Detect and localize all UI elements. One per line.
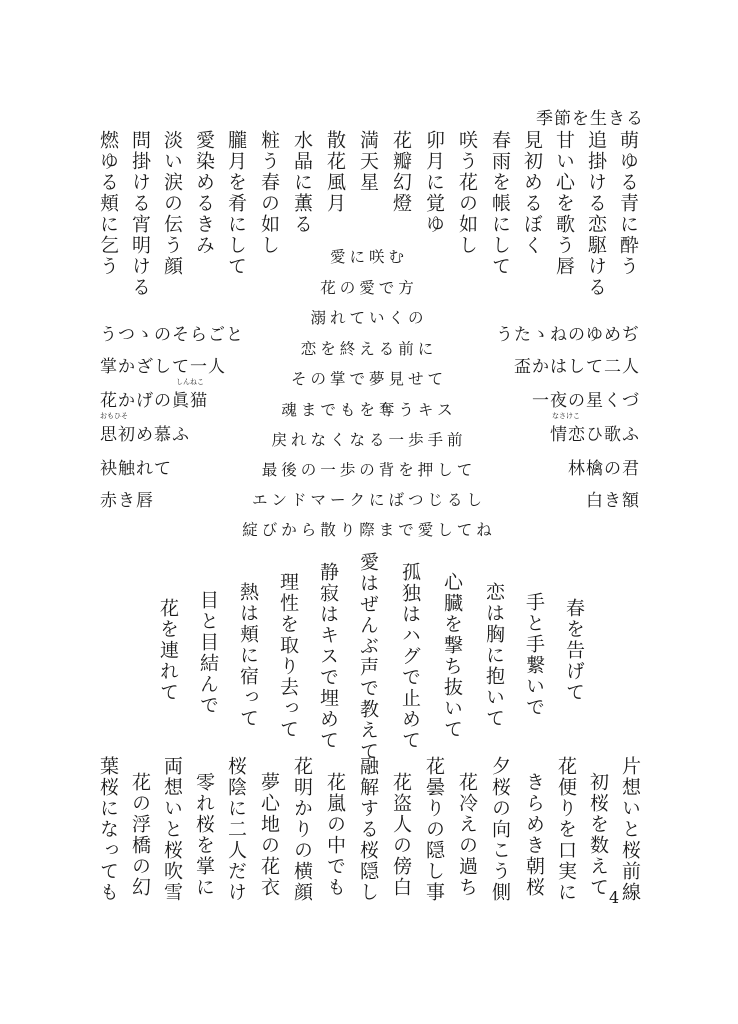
ruby-annotation: しんねこ — [176, 378, 204, 386]
left-line: おもひそ 思初め慕ふ — [100, 412, 190, 445]
top-column: 愛染めるきみ — [193, 130, 215, 256]
bottom-column: きらめき朝桜 — [523, 772, 545, 898]
middle-column: 孤独はハグで止めて — [399, 562, 421, 751]
middle-column: 愛はぜんぶ声で教えて — [357, 552, 379, 762]
right-line: うたゝねのゆめぢ — [496, 325, 640, 345]
left-line: 袂触れて — [100, 459, 172, 479]
right-line: 盃かはして二人 — [514, 357, 640, 377]
top-column: 散花風月 — [324, 130, 346, 214]
right-line: 一夜の星くづ — [532, 391, 640, 411]
bottom-column: 花冷えの過ち — [456, 772, 478, 898]
middle-column: 理性を取り去って — [277, 572, 299, 740]
bottom-column: 片想いと桜前線 — [619, 756, 641, 903]
right-line: 白き額 — [586, 491, 640, 511]
left-line: 赤き唇 — [100, 491, 154, 511]
bottom-column: 零れ桜を掌に — [193, 772, 215, 898]
bottom-column: 桜陰に二人だけ — [225, 756, 247, 903]
center-line: 戻れなくなる一歩手前 — [271, 431, 467, 449]
top-column: 燃ゆる頬に乞う — [97, 130, 119, 277]
center-line: 恋を終える前に — [300, 340, 438, 358]
center-line: 綻びから散り際まで愛してね — [242, 521, 496, 539]
middle-column: 手と手繋いで — [523, 592, 545, 718]
top-column: 問掛ける宵明ける — [129, 130, 151, 298]
middle-column: 熱は頬に宿って — [237, 582, 259, 729]
right-line: なさけこ 情恋ひ歌ふ — [550, 412, 640, 445]
top-column: 追掛ける恋駆ける — [585, 130, 607, 298]
bottom-column: 両想いと桜吹雪 — [161, 756, 183, 903]
bottom-column: 花盗人の傍白 — [390, 772, 412, 898]
middle-column: 恋は胸に抱いて — [483, 582, 505, 729]
bottom-column: 花曇りの隠し事 — [423, 756, 445, 903]
ruby-annotation: おもひそ — [100, 412, 128, 420]
bottom-column: 花嵐の中でも — [324, 772, 346, 898]
center-line: 最後の一歩の背を押して — [261, 461, 477, 479]
left-line: 掌かざして一人 — [100, 357, 226, 377]
middle-column: 静寂はキスで埋めて — [317, 562, 339, 751]
bottom-column: 夕桜の向こう側 — [489, 756, 511, 903]
top-column: 水晶に薫る — [291, 130, 313, 235]
bottom-column: 葉桜になっても — [97, 756, 119, 903]
center-line: 溺れていくの — [310, 309, 428, 327]
top-column: 咲う花の如し — [456, 130, 478, 256]
page-title: 季節を生きる — [536, 109, 644, 129]
page-number: 4 — [609, 888, 620, 907]
middle-column: 心臓を撃ち抜いて — [441, 572, 463, 740]
middle-column: 春を告げて — [563, 598, 585, 703]
bottom-column: 花明かりの横顔 — [291, 756, 313, 903]
top-column: 萌ゆる青に酔う — [617, 130, 639, 277]
ruby-annotation: なさけこ — [552, 412, 580, 420]
top-column: 見初めるぼく — [521, 130, 543, 256]
center-line: 魂までもを奪うキス — [281, 401, 457, 419]
top-column: 淡い涙の伝う顔 — [161, 130, 183, 277]
left-line: うつゝのそらごと — [100, 325, 244, 345]
top-column: 満天星 — [357, 130, 379, 193]
top-column: 花瓣幻燈 — [390, 130, 412, 214]
top-column: 朧月を肴にして — [225, 130, 247, 277]
left-line: しんねこ 花かげの眞猫 — [100, 378, 208, 411]
middle-column: 目と目結んで — [197, 590, 219, 716]
bottom-column: 初桜を数えて — [587, 772, 609, 898]
center-line: 愛に咲む — [329, 248, 408, 266]
middle-column: 花を連れて — [157, 598, 179, 703]
bottom-column: 花の浮橋の幻 — [129, 772, 151, 898]
top-column: 卯月に覚ゆ — [423, 130, 445, 235]
right-line: 林檎の君 — [568, 459, 640, 479]
top-column: 春雨を帳にして — [489, 130, 511, 277]
top-column: 甘い心を歌う唇 — [553, 130, 575, 277]
center-line: 花の愛で方 — [320, 279, 418, 297]
center-line: エンドマークにばつじるし — [251, 491, 486, 509]
top-column: 粧う春の如し — [258, 130, 280, 256]
bottom-column: 花便りを口実に — [555, 756, 577, 903]
bottom-column: 夢心地の花衣 — [258, 772, 280, 898]
center-line: その掌で夢見せて — [290, 370, 447, 388]
bottom-column: 融解する桜隠し — [357, 756, 379, 903]
